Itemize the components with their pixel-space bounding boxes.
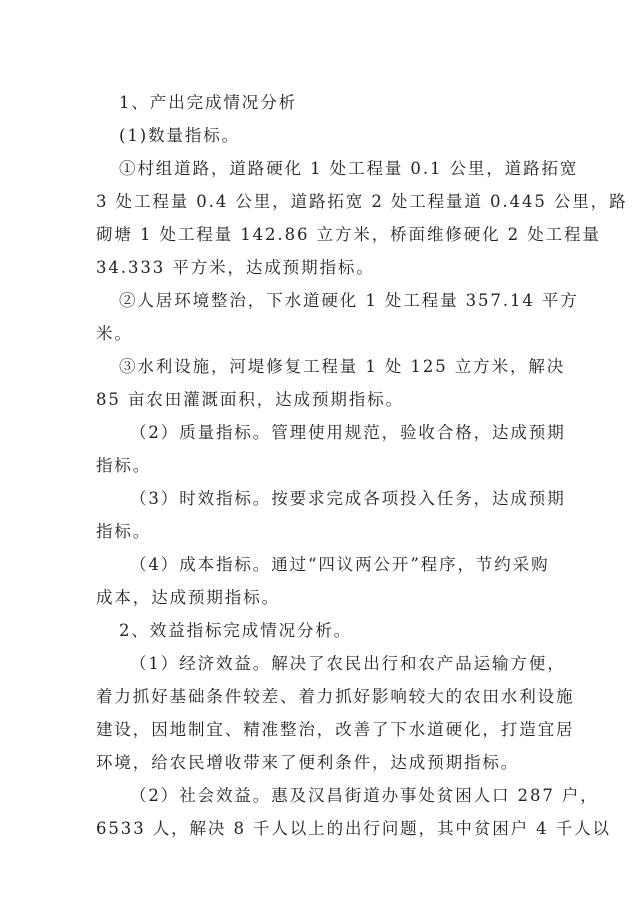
paragraph-economic-line-2: 着力抓好基础条件较差、着力抓好影响较大的农田水利设施	[96, 687, 575, 706]
paragraph-timeliness-line-2: 指标。	[96, 522, 152, 541]
subheading-quantity: (1)数量指标。	[119, 126, 241, 145]
paragraph-cost-line-1: （4）成本指标。通过“四议两公开”程序，节约采购	[130, 555, 550, 574]
section-heading-output: 1、产出完成情况分析	[119, 93, 297, 112]
paragraph-cost-line-2: 成本，达成预期指标。	[96, 588, 280, 607]
paragraph-environment-line-1: ②人居环境整治，下水道硬化 1 处工程量 357.14 平方	[119, 291, 579, 310]
paragraph-roads-line-4: 34.333 平方米，达成预期指标。	[96, 258, 375, 277]
paragraph-social-line-1: （2）社会效益。惠及汉昌街道办事处贫困人口 287 户，	[130, 786, 599, 805]
paragraph-roads-line-1: ①村组道路，道路硬化 1 处工程量 0.1 公里，道路拓宽	[119, 159, 579, 178]
paragraph-roads-line-2: 3 处工程量 0.4 公里，道路拓宽 2 处工程量道 0.445 公里，路	[96, 192, 628, 211]
paragraph-economic-line-1: （1）经济效益。解决了农民出行和农产品运输方便，	[130, 654, 566, 673]
paragraph-social-line-2: 6533 人，解决 8 千人以上的出行问题，其中贫困户 4 千人以	[96, 819, 611, 838]
paragraph-quality-line-2: 指标。	[96, 456, 152, 475]
paragraph-quality-line-1: （2）质量指标。管理使用规范，验收合格，达成预期	[130, 423, 566, 442]
paragraph-timeliness-line-1: （3）时效指标。按要求完成各项投入任务，达成预期	[130, 489, 566, 508]
paragraph-economic-line-4: 环境，给农民增收带来了便利条件，达成预期指标。	[96, 753, 520, 772]
paragraph-water-line-1: ③水利设施，河堤修复工程量 1 处 125 立方米，解决	[119, 357, 566, 376]
paragraph-environment-line-2: 米。	[96, 324, 133, 343]
paragraph-economic-line-3: 建设，因地制宜、精准整治，改善了下水道硬化，打造宜居	[96, 720, 575, 739]
section-heading-benefit: 2、效益指标完成情况分析。	[119, 621, 353, 640]
paragraph-roads-line-3: 砌塘 1 处工程量 142.86 立方米，桥面维修硬化 2 处工程量	[96, 225, 601, 244]
paragraph-water-line-2: 85 亩农田灌溉面积，达成预期指标。	[96, 390, 404, 409]
